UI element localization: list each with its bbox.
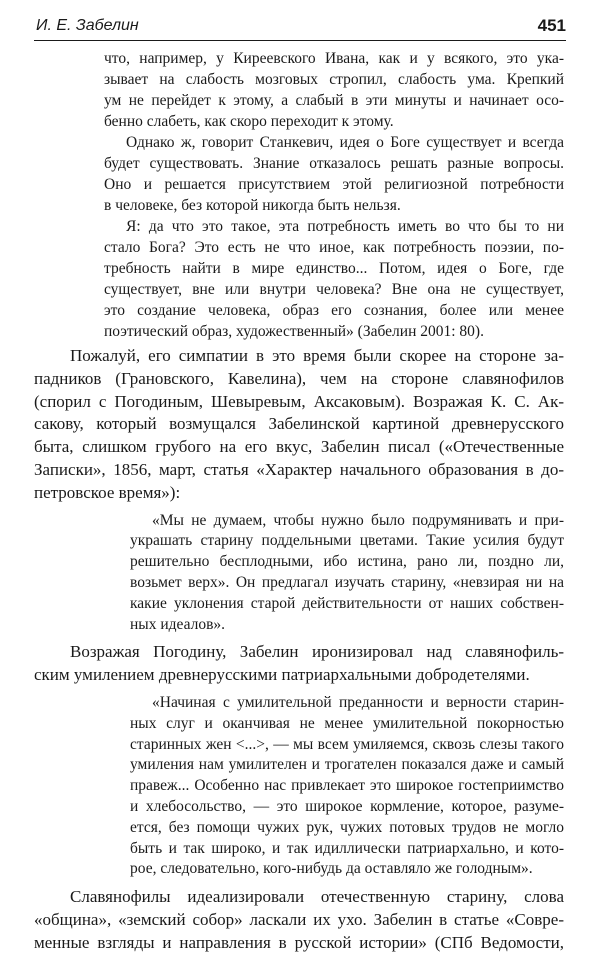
text-line: правеж... Особенно нас привлекает это широкое гостеприимство bbox=[130, 777, 564, 795]
text-line: ных идеалов». bbox=[130, 615, 226, 633]
text-line: быта, слишком грубого на его вкус, Забелин писал («Отечественные bbox=[34, 437, 564, 457]
page-body bbox=[34, 48, 564, 955]
text-line: ум не перейдет к этому, а слабый в эти минуты и начинает осо- bbox=[104, 92, 564, 109]
page-number: 451 bbox=[537, 16, 566, 35]
text-line: «Начиная с умилительной преданности и верности старин- bbox=[152, 693, 564, 711]
text-line: Я: да что это такое, эта потребность иметь во что бы то ни bbox=[126, 218, 564, 235]
block-quote-tenderness bbox=[130, 693, 564, 880]
text-line: быть и так широко, и так идиллически патриархально, и кото- bbox=[130, 839, 564, 857]
text-line: падников (Грановского, Кавелина), чем на стороне славянофилов bbox=[34, 368, 564, 388]
text-line: возьмет верх». Он предлагал изучать старину, «невзирая ни на bbox=[130, 573, 564, 591]
paragraph-pogodin bbox=[34, 641, 564, 687]
text-line: стало Бога? Это есть не что иное, как потребность поэзии, по- bbox=[104, 239, 564, 256]
text-line: петровское время»): bbox=[34, 482, 181, 502]
text-line: украшать старину поддельными цветами. Такие усилия будут bbox=[130, 532, 564, 550]
text-line: бенно слабеть, как скоро переходит к этому. bbox=[104, 113, 394, 130]
text-line: какие уклонения старой действительности от наших собствен- bbox=[130, 594, 564, 612]
text-line: и хлебосольство, — это широкое кормление, которое, разуме- bbox=[130, 797, 564, 815]
text-line: Однако ж, говорит Станкевич, идея о Боге существует и всегда bbox=[126, 134, 564, 151]
text-line: «Мы не думаем, чтобы нужно было подрумянивать и при- bbox=[152, 511, 564, 529]
text-line: умиления нам умилителен и трогателен показался даже и самый bbox=[130, 756, 564, 774]
block-quote-stankevich bbox=[104, 48, 564, 342]
text-line: рое, следовательно, кого-нибудь да оставляло же голодным». bbox=[130, 860, 533, 878]
text-line: (спорил с Погодиным, Шевыревым, Аксаковым). Возражая К. С. Ак- bbox=[34, 391, 564, 411]
text-line: Оно и решается присутствием этой религиозной потребности bbox=[104, 176, 564, 193]
text-line: ется, без помощи чужих рук, чужих потовых трудов не могло bbox=[130, 818, 564, 836]
text-line: Пожалуй, его симпатии в это время были скорее на стороне за- bbox=[70, 346, 564, 365]
text-line: поэтический образ, художественный» (Забелин 2001: 80). bbox=[104, 323, 484, 340]
block-quote-old-times bbox=[130, 511, 564, 636]
text-line: «община», «земский собор» ласкали их ухо. Забелин в статье «Совре- bbox=[34, 909, 564, 929]
paragraph-slavophiles bbox=[34, 886, 564, 954]
text-line: старинных жен <...>, — мы всем умиляемся, сквозь слезы такого bbox=[130, 735, 564, 753]
text-line: менные взгляды и направления в русской истории» (СПб Ведомости, bbox=[34, 932, 564, 952]
text-line: требность найти в мире единство... Потом, идея о Боге, где bbox=[104, 260, 564, 277]
text-line: существует, вне или внутри человека? Вне она не существует, bbox=[104, 281, 564, 298]
text-line: решительно бесплодными, ибо истина, рано ли, поздно ли, bbox=[130, 553, 564, 571]
page-header bbox=[34, 14, 566, 41]
text-line: ных слуг и оканчивая не менее умилительной покорностью bbox=[130, 714, 564, 732]
text-line: Записки», 1856, март, статья «Характер начального образования в до- bbox=[34, 459, 564, 479]
text-line: сакову, который возмущался Забелинской картиной древнерусского bbox=[34, 414, 564, 434]
text-line: зывает на слабость мозговых стропил, слабость ума. Крепкий bbox=[104, 71, 564, 88]
paragraph-westerners bbox=[34, 345, 564, 505]
text-line: Славянофилы идеализировали отечественную старину, слова bbox=[70, 887, 564, 907]
text-line: ским умилением древнерусскими патриархальными добродетелями. bbox=[34, 665, 530, 685]
text-line: будет существовать. Знание отказалось решать разные вопросы. bbox=[104, 155, 564, 172]
text-line: что, например, у Киреевского Ивана, как и у всякого, это ука- bbox=[104, 50, 564, 67]
running-head: И. Е. Забелин bbox=[36, 17, 139, 34]
text-line: это создание человека, образ его сознания, более или менее bbox=[104, 302, 564, 319]
text-line: Возражая Погодину, Забелин иронизировал над славянофиль- bbox=[70, 642, 564, 662]
text-line: в человеке, без которой никогда быть нельзя. bbox=[104, 197, 401, 214]
